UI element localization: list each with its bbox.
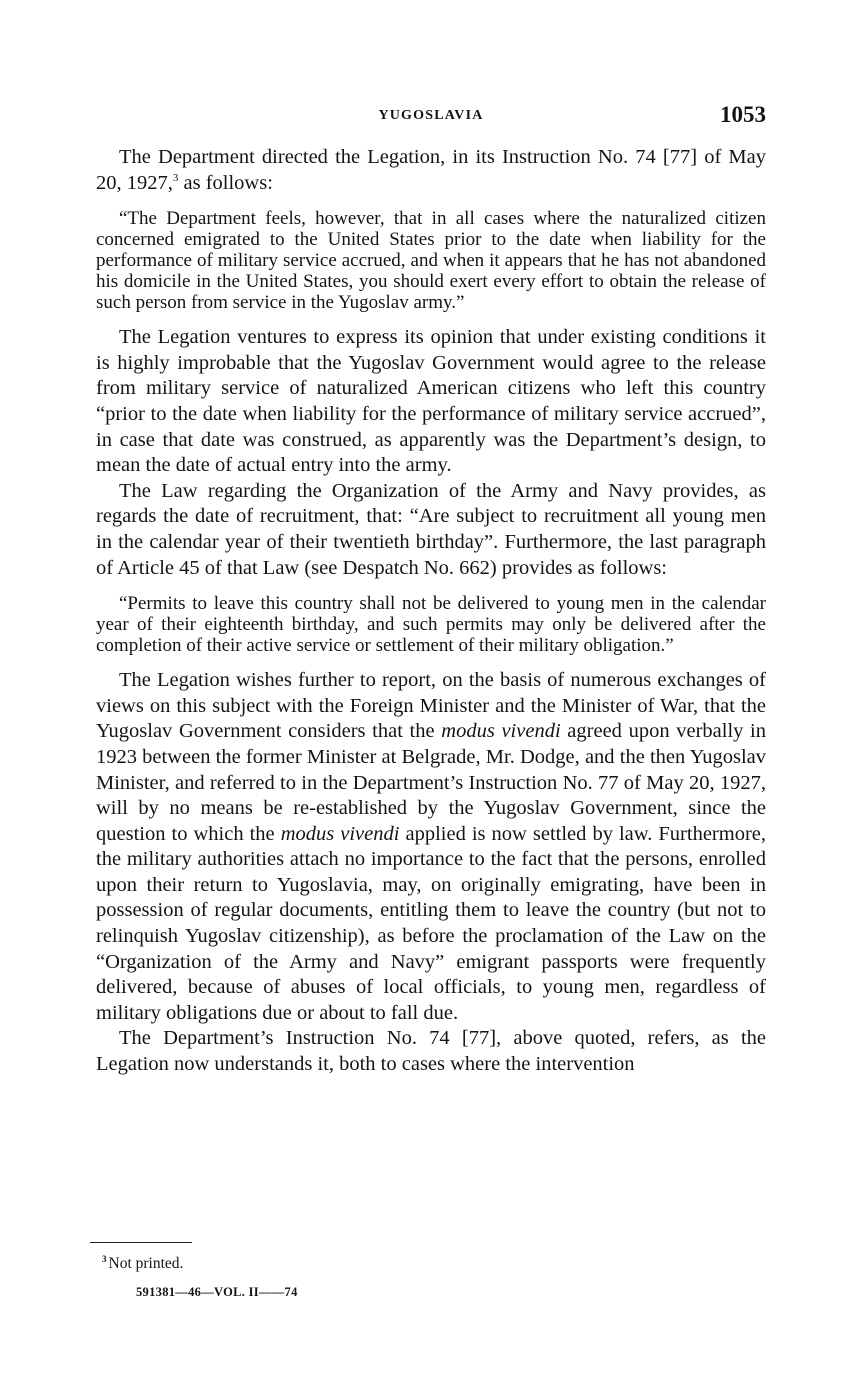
- footnote: [102, 1254, 183, 1273]
- footnote-reference: 3: [172, 171, 179, 184]
- block-quote-1: “The Department feels, however, that in all cases where the naturalized citizen concerned emigrated to the United States prior to the date when liability for the performance of military service accrued, and when it appears that he has not abandoned his domicile in the United States, you should exert every effort to obtain the release of such person from service in the Yugoslav army.”: [96, 208, 766, 314]
- paragraph-5: The Department’s Instruction No. 74 [77], above quoted, refers, as the Legation now understands it, both to cases where the intervention: [96, 1027, 766, 1076]
- running-head: [96, 102, 766, 132]
- paragraph-4-text-a: The Legation wishes further to report, on the basis of numerous exchanges of views on this subject with the Foreign Minister and the Minister of War, that the Yugoslav Government considers that the: [96, 669, 766, 743]
- running-title: YUGOSLAVIA: [378, 108, 484, 123]
- block-quote-2: “Permits to leave this country shall not be delivered to young men in the calendar year of their eighteenth birthday, and such permits may only be delivered after the completion of their active service or settlement of their military obligation.”: [96, 593, 766, 657]
- body-text: [96, 145, 766, 1078]
- footnote-text: Not printed.: [108, 1255, 184, 1273]
- modus-vivendi-italic-2: modus vivendi: [280, 822, 400, 845]
- paragraph-4-text-c: applied is now settled by law. Furthermore, the military authorities attach no importance to the fact that the persons, enrolled upon their return to Yugoslavia, may, on originally emigrating, have been in possession of regular documents, entitling them to leave the country (but not to relinquish Yugoslav citizenship), as before the proclamation of the Law on the “Organization of the Army and Navy” emigrant passports were frequently delivered, because of abuses of local officials, to young men, regardless of military obligations due or about to fall due.: [96, 822, 766, 1024]
- footnote-marker: 3: [102, 1254, 107, 1264]
- paragraph-4-text-b: agreed upon verbally in 1923 between the former Minister at Belgrade, Mr. Dodge, and the then Yugoslav Minister, and referred to in the Department’s Instruction No. 77 of May 20, 1927, will by no means be re-established by the Yugoslav Government, since the question to which the: [96, 720, 766, 845]
- modus-vivendi-italic-1: modus vivendi: [441, 720, 561, 743]
- paragraph-1: [96, 145, 766, 196]
- footnote-divider: [90, 1242, 192, 1243]
- printing-signature: 591381—46—VOL. II——74: [136, 1285, 298, 1299]
- paragraph-2: The Legation ventures to express its opinion that under existing conditions it is highly improbable that the Yugoslav Government would agree to the release from military service of naturalized American citizens who left this country “prior to the date when liability for the performance of military service accrued”, in case that date was construed, as apparently was the Department’s design, to mean the date of actual entry into the army.: [96, 326, 766, 477]
- paragraph-1-text: The Department directed the Legation, in its Instruction No. 74 [77] of May 20, 1927,: [96, 146, 766, 194]
- paragraph-4: [96, 668, 766, 1026]
- paragraph-3: The Law regarding the Organization of the Army and Navy provides, as regards the date of recruitment, that: “Are subject to recruitment all young men in the calendar year of their twentieth birthday”. Furthermore, the last paragraph of Article 45 of that Law (see Despatch No. 662) provides as follows:: [96, 479, 766, 579]
- page-number: 1053: [720, 102, 766, 127]
- paragraph-1-end: as follows:: [178, 171, 273, 194]
